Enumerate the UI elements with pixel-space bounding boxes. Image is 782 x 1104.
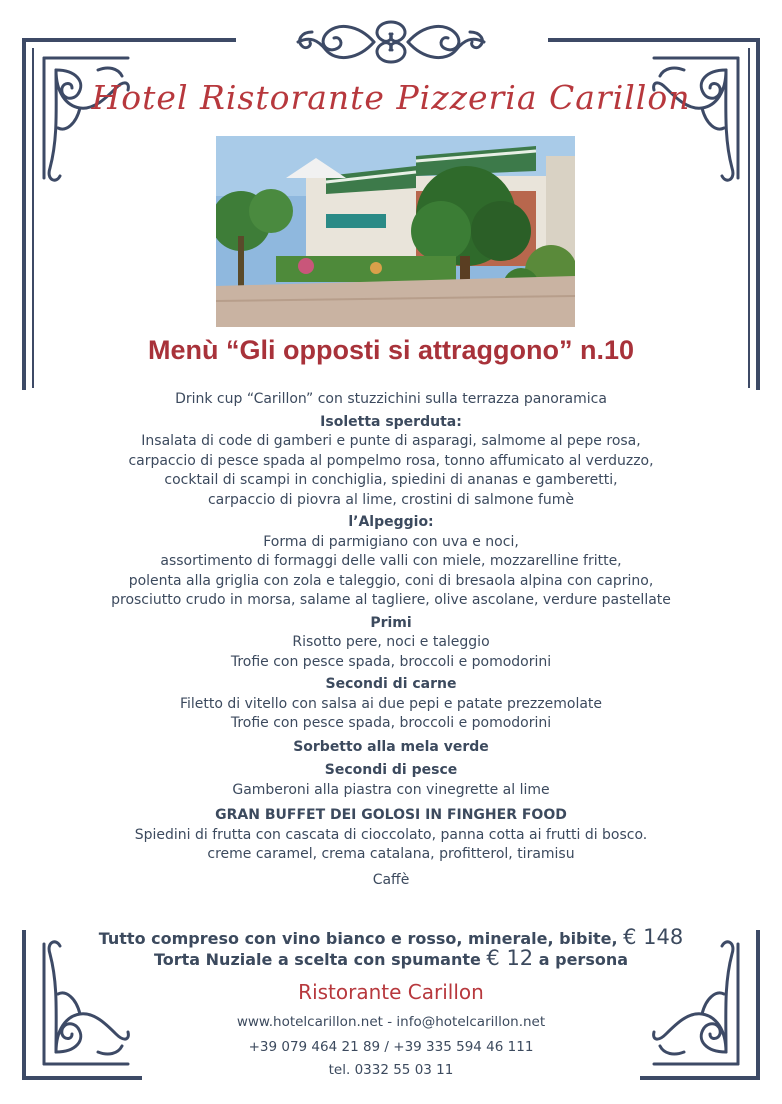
section-heading: l’Alpeggio: — [348, 514, 434, 530]
price-line-text: Tutto compreso con vino bianco e rosso, minerale, bibite, — [98, 929, 618, 948]
hotel-title: Hotel Ristorante Pizzeria Carillon — [91, 78, 691, 117]
menu-body — [60, 390, 722, 890]
section-heading: Primi — [370, 614, 412, 631]
frame-top-left — [22, 38, 236, 42]
menu-line: cocktail di scampi in conchiglia, spiedini di ananas e gamberetti, — [164, 472, 618, 488]
frame-top-right — [548, 38, 760, 42]
price-suffix: a persona — [538, 950, 629, 969]
menu-line: creme caramel, crema catalana, profitterol, tiramisu — [207, 846, 575, 862]
menu-line: Gamberoni alla piastra con vinegrette al lime — [232, 781, 550, 798]
restaurant-name: Ristorante Carillon — [298, 980, 484, 1004]
menu-line: Forma di parmigiano con uva e noci, — [263, 533, 519, 550]
menu-line: polenta alla griglia con zola e taleggio, coni di bresaola alpina con caprino, — [128, 572, 654, 589]
menu-line: carpaccio di pesce spada al pompelmo rosa, tonno affumicato al verduzzo, — [128, 452, 654, 469]
menu-line: Trofie con pesce spada, broccoli e pomodorini — [230, 715, 552, 731]
menu-line: Insalata di code di gamberi e punte di asparagi, salmome al pepe rosa, — [141, 433, 641, 449]
web-email: www.hotelcarillon.net - info@hotelcarillon.net — [236, 1014, 546, 1030]
price-total: € 148 — [623, 925, 684, 949]
menu-line: Trofie con pesce spada, broccoli e pomodorini — [230, 653, 552, 670]
section-heading: Secondi di carne — [325, 676, 457, 692]
price-line-text: Torta Nuziale a scelta con spumante — [153, 950, 481, 969]
section-heading: GRAN BUFFET DEI GOLOSI IN FINGHER FOOD — [215, 807, 567, 823]
hotel-photo — [216, 136, 575, 327]
price-line-wedding-cake — [0, 946, 782, 970]
corner-ornament-top-right — [646, 48, 746, 188]
phone-numbers: +39 079 464 21 89 / +39 335 594 46 111 — [248, 1039, 534, 1055]
menu-line: carpaccio di piovra al lime, crostini di salmone fumè — [207, 491, 575, 508]
menu-intro: Drink cup “Carillon” con stuzzichini sulla terrazza panoramica — [175, 391, 607, 407]
menu-title: Menù “Gli opposti si attraggono” n.10 — [147, 335, 634, 365]
section-heading: Isoletta sperduta: — [320, 413, 462, 430]
menu-line: Spiedini di frutta con cascata di cioccolato, panna cotta ai frutti di bosco. — [134, 826, 648, 843]
menu-line: assortimento di formaggi delle valli con miele, mozzarelline fritte, — [160, 553, 622, 569]
corner-ornament-top-left — [36, 48, 136, 188]
menu-line: Risotto pere, noci e taleggio — [292, 634, 490, 650]
top-flourish-ornament — [288, 14, 494, 70]
menu-closing: Caffè — [372, 871, 410, 888]
menu-line: Filetto di vitello con salsa ai due pepi e patate prezzemolate — [179, 695, 603, 712]
menu-line: prosciutto crudo in morsa, salame al tagliere, olive ascolane, verdure pastellate — [111, 592, 671, 608]
price-per-person: € 12 — [486, 946, 534, 970]
section-heading: Sorbetto alla mela verde — [293, 738, 489, 755]
telephone: tel. 0332 55 03 11 — [328, 1062, 454, 1078]
section-heading: Secondi di pesce — [324, 762, 458, 778]
